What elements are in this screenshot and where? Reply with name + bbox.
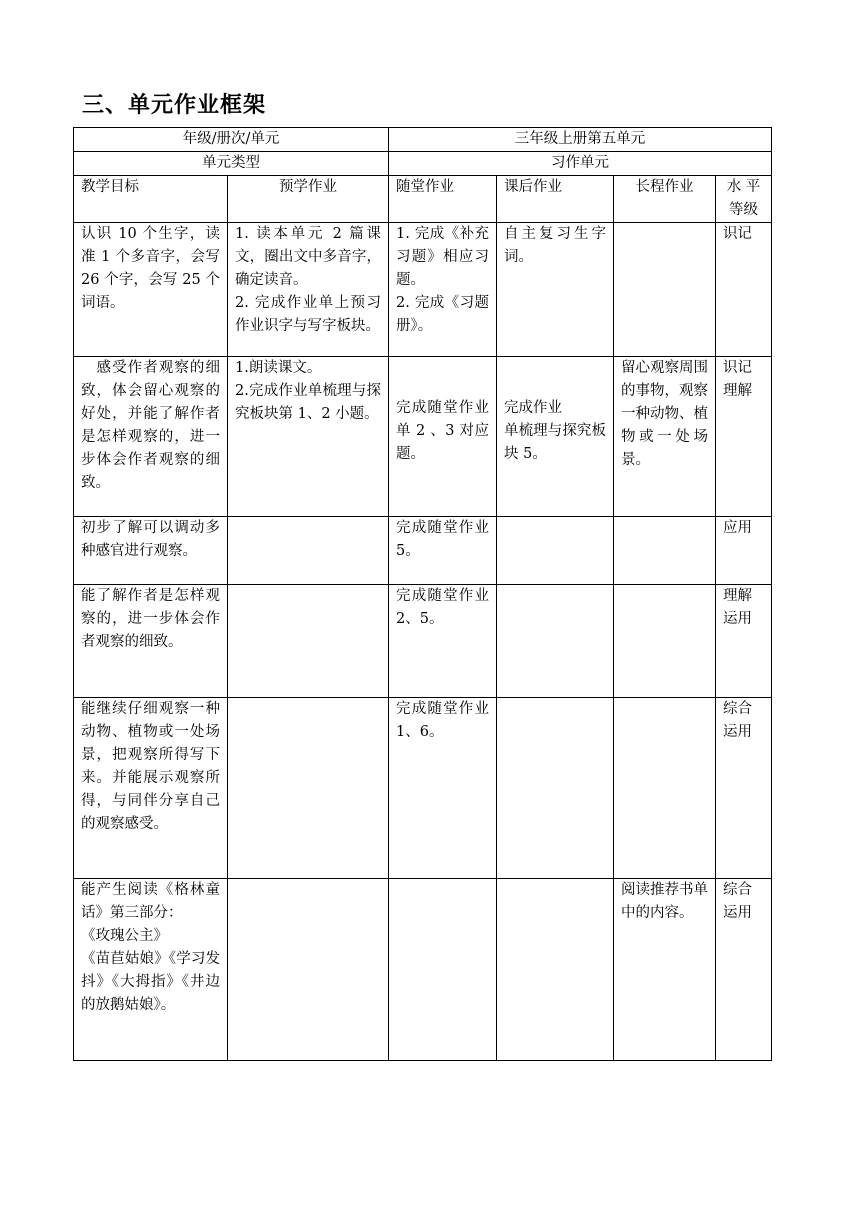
text-line: 《苗苣姑娘》《学习发抖》《大拇指》《井边的放鹅姑娘》。 [81, 951, 220, 1013]
goal-cell: 能了解作者是怎样观察的，进一步体会作者观察的细致。 [74, 585, 228, 698]
text-line: 完成作业 [504, 400, 562, 416]
text-line: 2. 完成作业单上预习作业识字与写字板块。 [235, 295, 381, 334]
level-cell [716, 517, 772, 585]
text-line: 单梳理与探究板块 5。 [504, 423, 606, 462]
column-header-row [74, 176, 772, 223]
table-row [74, 357, 772, 517]
after-cell [497, 585, 614, 698]
text-line: 识记 [723, 360, 752, 376]
section-title: 三、单元作业框架 [82, 93, 267, 118]
after-cell [497, 879, 614, 1061]
long-cell [614, 698, 716, 879]
after-cell [497, 698, 614, 879]
text-line: 综合 [723, 701, 752, 717]
long-cell: 阅读推荐书单 中的内容。 [614, 879, 716, 1061]
text-line: 2. 完成《习题册》。 [396, 295, 489, 334]
class-cell [389, 223, 497, 357]
text-line: 1. 完成《补充习题》相应习题。 [396, 226, 489, 288]
class-cell [389, 357, 497, 517]
level-cell [716, 879, 772, 1061]
table-row [74, 517, 772, 585]
level-cell [716, 223, 772, 357]
grade-row [74, 128, 772, 152]
text-line: 水 平 [726, 179, 761, 195]
pre-cell [228, 223, 389, 357]
class-cell: 完成随堂作业 1、6。 [389, 698, 497, 879]
cell-spacer [504, 357, 606, 397]
pre-cell [228, 585, 389, 698]
text-line: 应用 [723, 520, 752, 536]
col-header-level [716, 176, 772, 223]
col-header-class: 随堂作业 [389, 176, 497, 223]
after-cell [497, 357, 614, 517]
cell-spacer [396, 357, 489, 397]
col-header-long: 长程作业 [614, 176, 716, 223]
class-cell: 完成随堂作业 2、5。 [389, 585, 497, 698]
table-row [74, 585, 772, 698]
after-cell-text [504, 397, 606, 466]
pre-cell [228, 879, 389, 1061]
after-cell [497, 517, 614, 585]
goal-cell: 初步了解可以调动多种感官进行观察。 [74, 517, 228, 585]
table-row [74, 879, 772, 1061]
col-header-goal: 教学目标 [74, 176, 228, 223]
text-line: 运用 [723, 724, 752, 740]
unit-type-label-cell: 单元类型 [74, 152, 389, 176]
after-cell: 自主复习生字词。 [497, 223, 614, 357]
pre-cell [228, 698, 389, 879]
class-cell-text: 完成随堂作业单 2 、3 对应题。 [396, 400, 489, 462]
pre-cell [228, 357, 389, 517]
long-cell [614, 223, 716, 357]
level-cell [716, 357, 772, 517]
class-cell [389, 879, 497, 1061]
grade-label-cell: 年级/册次/单元 [74, 128, 389, 152]
long-cell: 留心观察周围的事物，观察一种动物、植物或一处场景。 [614, 357, 716, 517]
text-line: 综合 [723, 882, 752, 898]
unit-type-row [74, 152, 772, 176]
goal-cell: 感受作者观察的细致，体会留心观察的好处，并能了解作者是怎样观察的，进一步体会作者观察的细致。 [74, 357, 228, 517]
long-cell [614, 585, 716, 698]
goal-cell [74, 879, 228, 1061]
text-line: 2.完成作业单梳理与探究板块第 1、2 小题。 [235, 383, 381, 422]
text-line: 运用 [723, 905, 752, 921]
text-line: 《玫瑰公主》 [81, 928, 168, 944]
text-line: 1.朗读课文。 [235, 360, 322, 376]
goal-cell: 能继续仔细观察一种动物、植物或一处场景，把观察所得写下来。并能展示观察所得，与同伴分享自己的观察感受。 [74, 698, 228, 879]
long-cell [614, 517, 716, 585]
grade-value-cell: 三年级上册第五单元 [389, 128, 772, 152]
unit-type-value-cell: 习作单元 [389, 152, 772, 176]
col-header-level-text [723, 176, 764, 222]
text-line: 能产生阅读《格林童话》第三部分： [81, 882, 220, 921]
text-line: 识记 [723, 226, 752, 242]
text-line: 等级 [729, 202, 758, 218]
level-cell [716, 585, 772, 698]
class-cell: 完成随堂作业 5。 [389, 517, 497, 585]
homework-framework-table [73, 127, 772, 1061]
level-cell [716, 698, 772, 879]
col-header-pre: 预学作业 [228, 176, 389, 223]
col-header-after: 课后作业 [497, 176, 614, 223]
table-row [74, 223, 772, 357]
text-line: 1. 读本单元 2 篇课文，圈出文中多音字，确定读音。 [235, 226, 381, 288]
table-row [74, 698, 772, 879]
text-line: 理解 [723, 588, 752, 604]
goal-cell: 认识 10 个生字，读准 1 个多音字，会写 26 个字，会写 25 个词语。 [74, 223, 228, 357]
text-line: 运用 [723, 611, 752, 627]
text-line: 理解 [723, 383, 752, 399]
pre-cell [228, 517, 389, 585]
